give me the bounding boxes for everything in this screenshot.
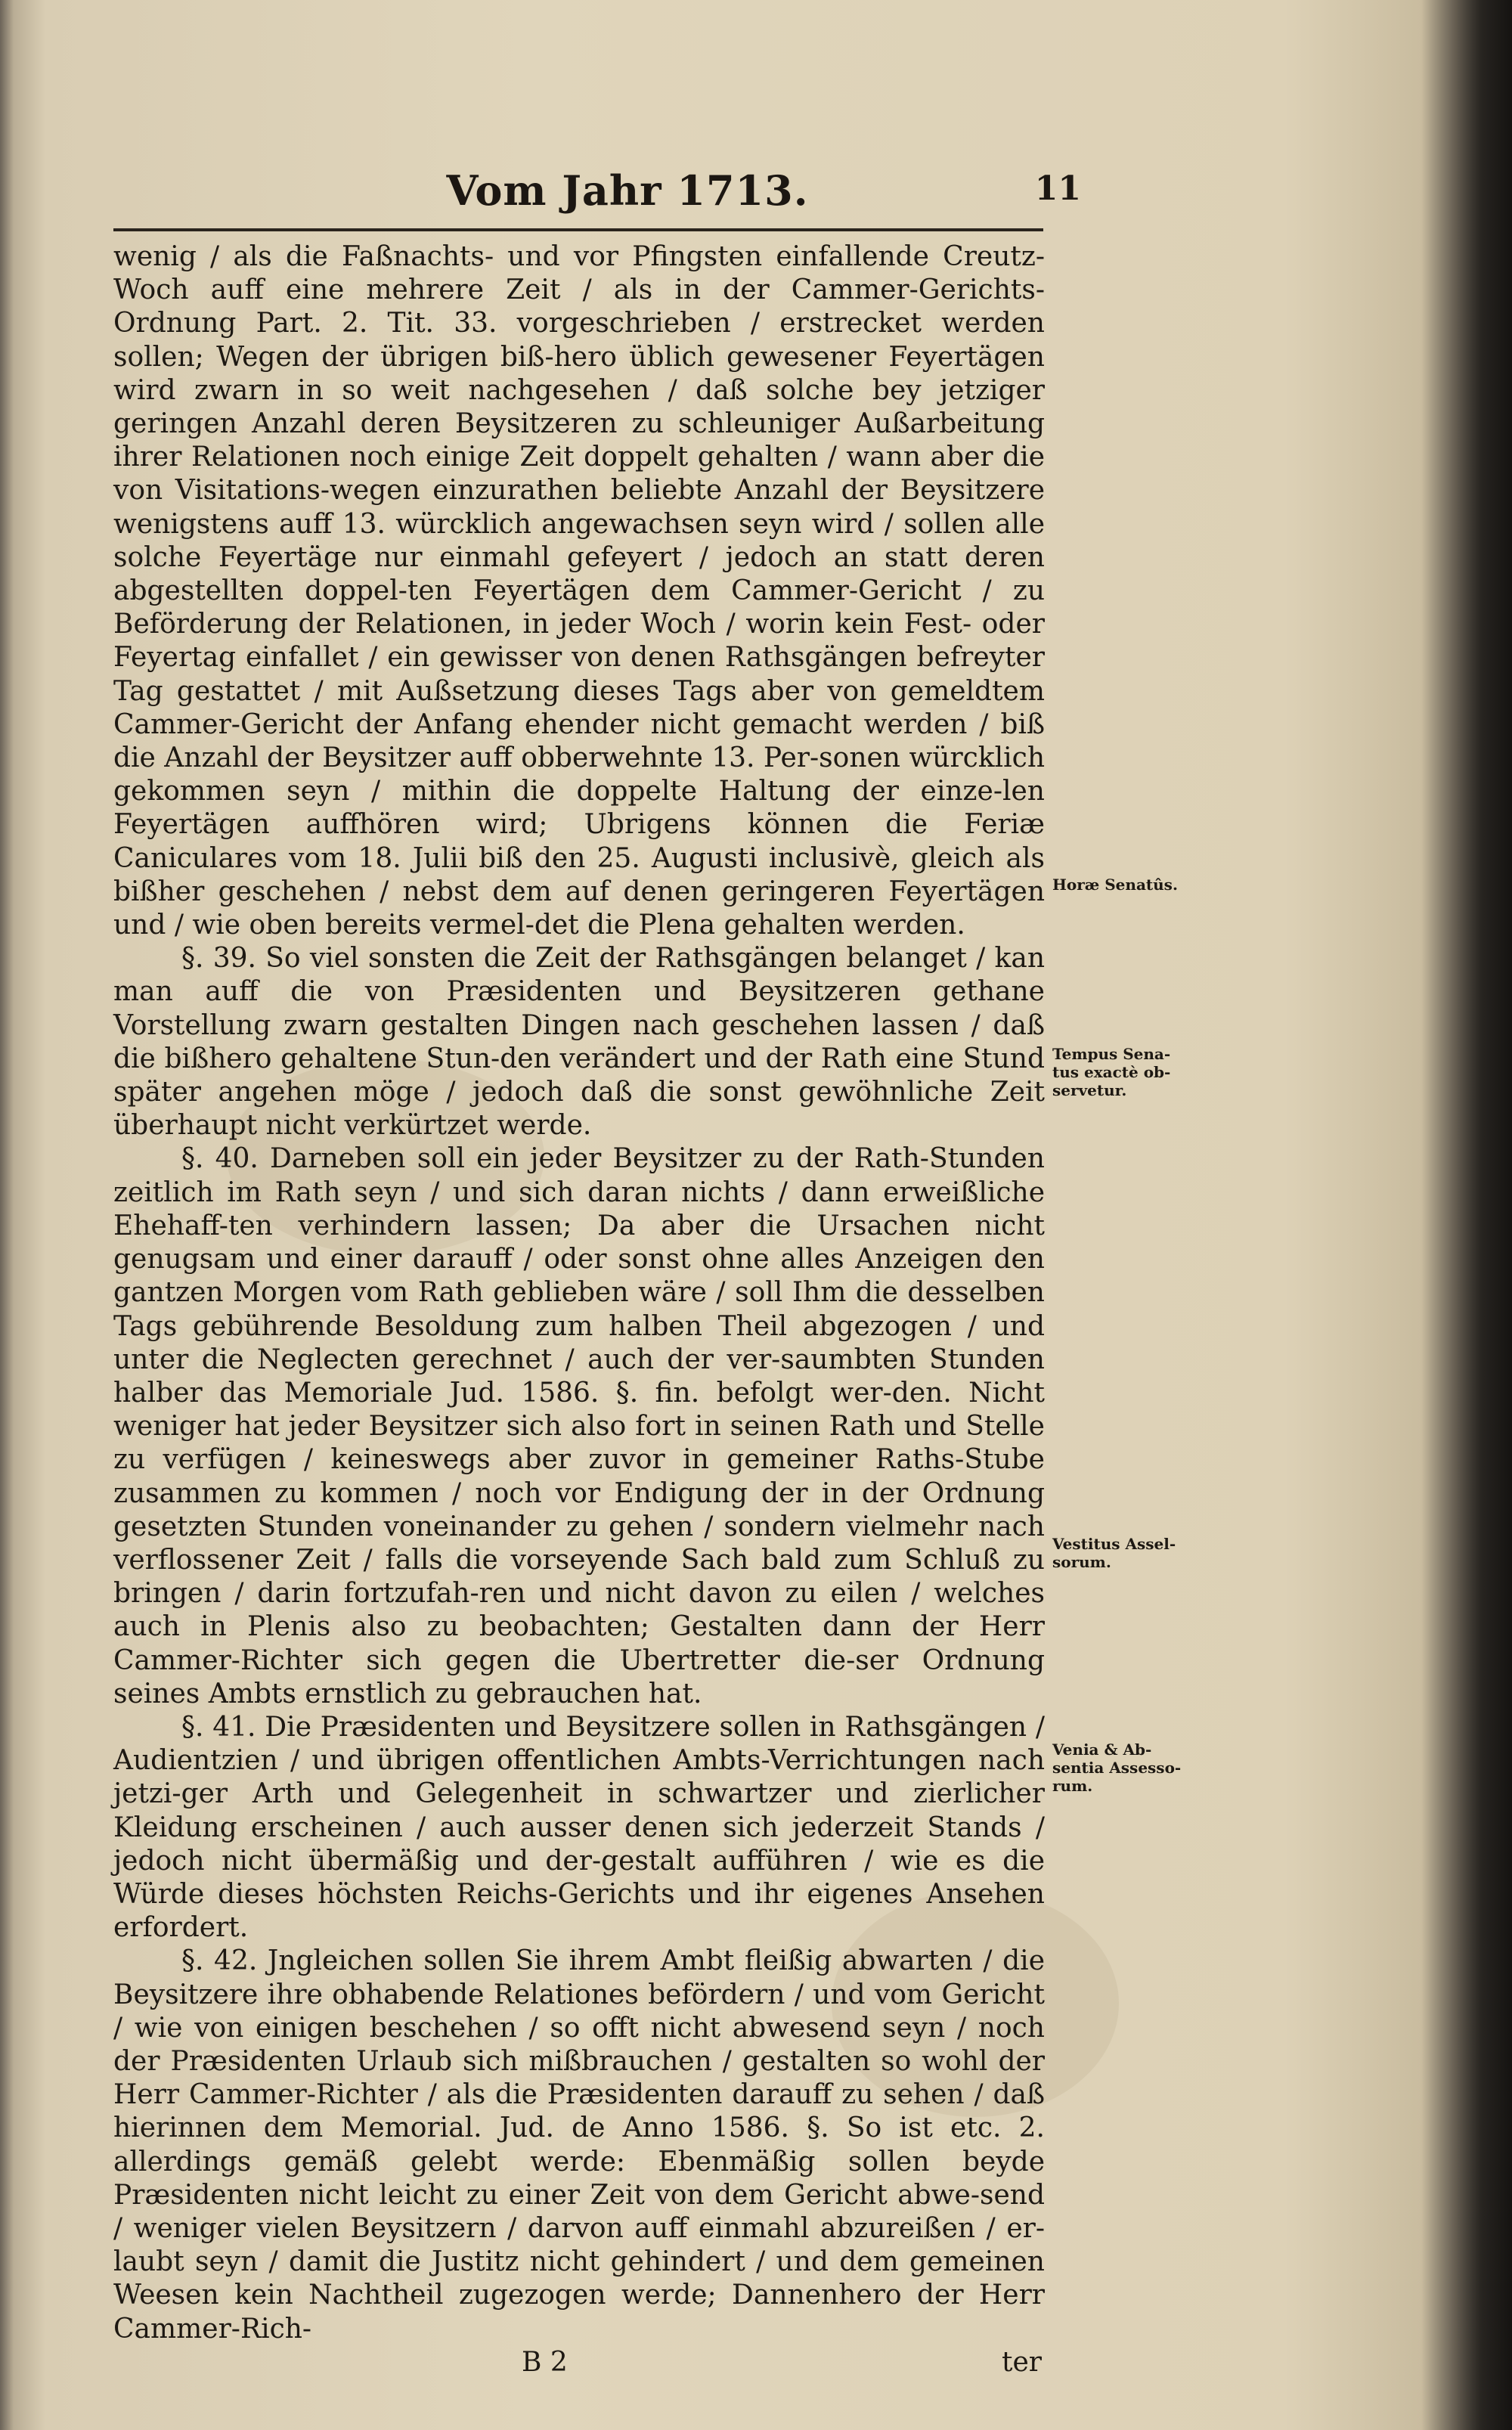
catchword-line xyxy=(113,2346,1045,2379)
page-edge-shadow xyxy=(1421,0,1512,2430)
paragraph-39: §. 39. So viel sonsten die Zeit der Rathsgängen belanget / kan man auff die von Præsidenten und Beysitzeren gethane Vorstellung zwarn gestalten Dingen nach geschehen lassen / daß die bißhero gehaltene Stun-den verändert und der Rath eine Stund später angehen möge / jedoch daß die sonst gewöhnliche Zeit überhaupt nicht verkürtzet werde. xyxy=(113,943,1045,1142)
paragraph-continuation: wenig / als die Faßnachts- und vor Pfingsten einfallende Creutz-Woch auff eine mehrere Zeit / als in der Cammer-Gerichts-Ordnung Part. 2. Tit. 33. vorgeschrieben / erstrecket werden sollen; Wegen der übrigen biß-hero üblich gewesener Feyertägen wird zwarn in so weit nachgesehen / daß solche bey jetziger geringen Anzahl deren Beysitzeren zu schleuniger Außarbeitung ihrer Relationen noch einige Zeit doppelt gehalten / wann aber die von Visitations-wegen einzurathen beliebte Anzahl der Beysitzere wenigstens auff 13. würcklich angewachsen seyn wird / sollen alle solche Feyertäge nur einmahl gefeyert / jedoch an statt deren abgestellten doppel-ten Feyertägen dem Cammer-Gericht / zu Beförderung der Relationen, in jeder Woch / worin kein Fest- oder Feyertag einfallet / ein gewisser von denen Rathsgängen befreyter Tag gestattet / mit Außsetzung dieses Tags aber von gemeldtem Cammer-Gericht der Anfang ehender nicht gemacht werden / biß die Anzahl der Beysitzer auff obberwehnte 13. Per-sonen würcklich gekommen seyn / mithin die doppelte Haltung der einze-len Feyertägen auffhören wird; Ubrigens können die Feriæ Caniculares vom 18. Julii biß den 25. Augusti inclusivè, gleich als bißher geschehen / nebst dem auf denen geringeren Feyertägen und / wie oben bereits vermel-det die Plena gehalten werden. xyxy=(113,241,1045,941)
margin-note-42: Venia & Ab-sentia Assesso-rum. xyxy=(1052,1740,1182,1795)
paragraph-40: §. 40. Darneben soll ein jeder Beysitzer zu der Rath-Stunden zeitlich im Rath seyn / und sich daran nichts / dann erweißliche Ehehaff-ten verhindern lassen; Da aber die Ursachen nicht genugsam und einer darauff / oder sonst ohne alles Anzeigen den gantzen Morgen vom Rath geblieben wäre / soll Ihm die desselben Tags gebührende Besoldung zum halben Theil abgezogen / und unter die Neglecten gerechnet / auch der ver-saumbten Stunden halber das Memoriale Jud. 1586. §. fin. befolgt wer-den. Nicht weniger hat jeder Beysitzer sich also fort in seinen Rath und Stelle zu verfügen / keineswegs aber zuvor in gemeiner Raths-Stube zusammen zu kommen / noch vor Endigung der in der Ordnung gesetzten Stunden voneinander zu gehen / sondern vielmehr nach verflossener Zeit / falls die vorseyende Sach bald zum Schluß zu bringen / darin fortzufah-ren und nicht davon zu eilen / welches auch in Plenis also zu beobachten; Gestalten dann der Herr Cammer-Richter sich gegen die Ubertretter die-ser Ordnung seines Ambts ernstlich zu gebrauchen hat. xyxy=(113,1143,1045,1709)
margin-note-40: Tempus Sena-tus exactè ob-servetur. xyxy=(1052,1045,1171,1099)
signature-mark: B 2 xyxy=(522,2346,568,2378)
page-number: 11 xyxy=(1034,169,1081,208)
header-rule xyxy=(113,228,1043,231)
paragraph-41: §. 41. Die Præsidenten und Beysitzere sollen in Rathsgängen / Audientzien / und übrigen offentlichen Ambts-Verrichtungen nach jetzi-ger Arth und Gelegenheit in schwartzer und zierlicher Kleidung erscheinen / auch ausser denen sich jederzeit Stands / jedoch nicht übermäßig und der-gestalt aufführen / wie es die Würde dieses höchsten Reichs-Gerichts und ihr eigenes Ansehen erfordert. xyxy=(113,1711,1045,1944)
paragraph-42: §. 42. Jngleichen sollen Sie ihrem Ambt fleißig abwarten / die Beysitzere ihre obhabende Relationes befördern / und vom Gericht / wie von einigen beschehen / so offt nicht abwesend seyn / noch der Præsidenten Urlaub sich mißbrauchen / gestalten so wohl der Herr Cammer-Richter / als die Præsidenten darauff zu sehen / daß hierinnen dem Memorial. Jud. de Anno 1586. §. So ist etc. 2. allerdings gemäß gelebt werde: Ebenmäßig sollen beyde Præsidenten nicht leicht zu einer Zeit von dem Gericht abwe-send / weniger vielen Beysitzern / darvon auff einmahl abzureißen / er-laubt seyn / damit die Justitz nicht gehindert / und dem gemeinen Weesen kein Nachtheil zugezogen werde; Dannenhero der Herr Cammer-Rich- xyxy=(113,1945,1045,2345)
catchword: ter xyxy=(1002,2346,1042,2378)
margin-note-41: Vestitus Assel-sorum. xyxy=(1052,1535,1176,1571)
margin-note-39: Horæ Senatûs. xyxy=(1052,876,1178,894)
running-title: Vom Jahr 1713. xyxy=(446,166,809,215)
page-header xyxy=(113,166,1081,227)
body-text xyxy=(113,240,1045,2379)
